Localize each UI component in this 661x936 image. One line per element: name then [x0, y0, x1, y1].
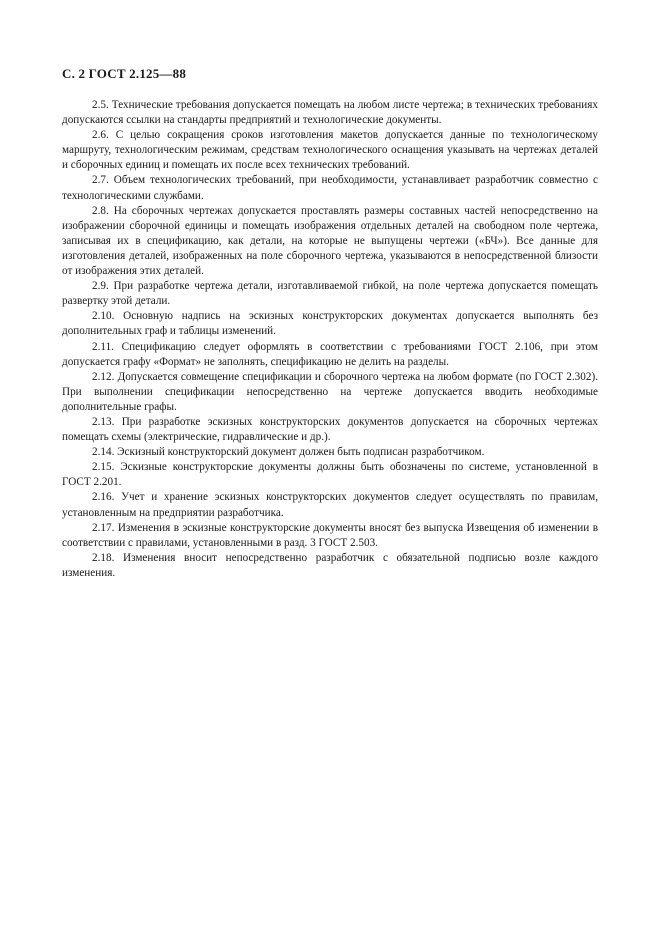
paragraph-2-11: 2.11. Спецификацию следует оформлять в соответствии с требованиями ГОСТ 2.106, при этом допускается графу «Формат» не заполнять, спецификацию не делить на разделы. — [62, 340, 598, 368]
paragraph-2-7: 2.7. Объем технологических требований, при необходимости, устанавливает разработчик совместно с технологическими службами. — [62, 174, 598, 202]
document-body — [62, 98, 598, 581]
paragraph-2-5: 2.5. Технические требования допускается помещать на любом листе чертежа; в технических требованиях допускаются ссылки на стандарты предприятий и технологические документы. — [62, 99, 598, 127]
paragraph-2-6: 2.6. С целью сокращения сроков изготовления макетов допускается данные по технологическому маршруту, технологическим режимам, средствам технологического оснащения указывать на чертежах деталей и сборочных единиц и помещать их после всех технических требований. — [62, 129, 598, 172]
paragraph-2-16: 2.16. Учет и хранение эскизных конструкторских документов следует осуществлять по правилам, установленным на предприятии разработчика. — [62, 491, 598, 519]
paragraph-2-10: 2.10. Основную надпись на эскизных конструкторских документах допускается выполнять без дополнительных граф и таблицы изменений. — [62, 310, 598, 338]
paragraph-2-14: 2.14. Эскизный конструкторский документ должен быть подписан разработчиком. — [92, 446, 485, 459]
paragraph-2-17: 2.17. Изменения в эскизные конструкторские документы вносят без выпуска Извещения об изменении в соответствии с правилами, установленными в разд. 3 ГОСТ 2.503. — [62, 521, 598, 549]
paragraph-2-9: 2.9. При разработке чертежа детали, изготавливаемой гибкой, на поле чертежа допускается помещать развертку этой детали. — [62, 280, 598, 308]
paragraph-2-8: 2.8. На сборочных чертежах допускается проставлять размеры составных частей непосредственно на изображении сборочной единицы и помещать изображения отдельных деталей на свободном поле чертежа, записывая их в спецификацию, как детали, на которые не выпущены чертежи («БЧ»). Все данные для изготовления деталей, изображенных на поле сборочного чертежа, указываются в непосредственной близости от изображения этих деталей. — [62, 204, 598, 278]
paragraph-2-13: 2.13. При разработке эскизных конструкторских документов допускается на сборочных чертежах помещать схемы (электрические, гидравлические и др.). — [62, 415, 598, 444]
page-header: С. 2 ГОСТ 2.125—88 — [62, 66, 187, 81]
paragraph-2-12: 2.12. Допускается совмещение спецификации и сборочного чертежа на любом формате (по ГОСТ 2.302). При выполнении спецификации непосредственно на чертеже допускается вводить необходимые дополнительные графы. — [62, 370, 598, 413]
paragraph-2-18: 2.18. Изменения вносит непосредственно разработчик с обязательной подписью возле каждого изменения. — [62, 551, 598, 579]
paragraph-2-15: 2.15. Эскизные конструкторские документы должны быть обозначены по системе, установленной в ГОСТ 2.201. — [62, 461, 598, 489]
